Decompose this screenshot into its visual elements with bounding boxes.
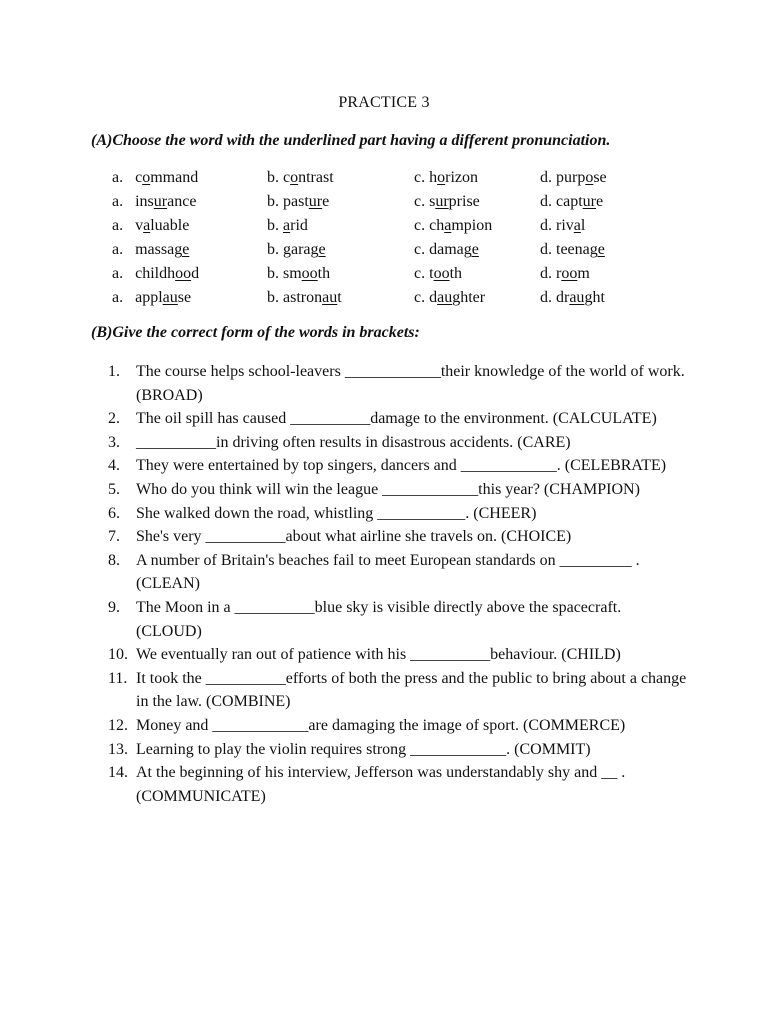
pronunciation-option bbox=[112, 192, 196, 212]
underlined-part: oo bbox=[433, 265, 450, 282]
exercise-text: The Moon in a __________blue sky is visible directly above the spacecraft. (CLOUD) bbox=[136, 598, 622, 640]
underlined-part: o bbox=[437, 169, 446, 186]
exercise-item bbox=[108, 596, 688, 643]
option-letter: d. bbox=[540, 169, 552, 186]
word-part: riv bbox=[556, 217, 574, 234]
underlined-part: ur bbox=[582, 193, 596, 210]
word-part: ch bbox=[429, 217, 445, 234]
pronunciation-option bbox=[112, 264, 199, 284]
exercise-item bbox=[108, 667, 688, 714]
word-part: s bbox=[429, 193, 436, 210]
word-part: r bbox=[556, 265, 562, 282]
pronunciation-row bbox=[112, 240, 672, 264]
pronunciation-option bbox=[414, 264, 462, 284]
pronunciation-option bbox=[267, 168, 334, 188]
option-letter: c. bbox=[414, 193, 426, 210]
pronunciation-option bbox=[540, 192, 603, 212]
pronunciation-option bbox=[414, 192, 480, 212]
exercise-text: __________in driving often results in disastrous accidents. (CARE) bbox=[136, 433, 571, 451]
exercise-item bbox=[108, 502, 688, 526]
word-part: l bbox=[580, 217, 586, 234]
word-part: purp bbox=[556, 169, 586, 186]
exercise-item bbox=[108, 738, 688, 762]
exercise-text: It took the __________efforts of both the press and the public to bring about a change in the law. (COMBINE) bbox=[136, 669, 687, 711]
underlined-part: au bbox=[322, 289, 338, 306]
exercise-item bbox=[108, 407, 688, 431]
word-part: dr bbox=[556, 289, 570, 306]
underlined-part: ge bbox=[310, 241, 326, 258]
option-letter: a. bbox=[112, 289, 124, 306]
pronunciation-option bbox=[112, 168, 198, 188]
word-part: th bbox=[317, 265, 331, 282]
word-part: th bbox=[449, 265, 463, 282]
exercise-text: Learning to play the violin requires strong ____________. (COMMIT) bbox=[136, 740, 591, 758]
exercise-item bbox=[108, 478, 688, 502]
exercise-item bbox=[108, 549, 688, 596]
word-part: d bbox=[429, 289, 438, 306]
word-part: c bbox=[135, 169, 143, 186]
pronunciation-option bbox=[414, 288, 485, 308]
pronunciation-option bbox=[414, 240, 479, 260]
option-letter: b. bbox=[267, 217, 279, 234]
word-part: se bbox=[177, 289, 192, 306]
option-letter: d. bbox=[540, 241, 552, 258]
underlined-part: ge bbox=[463, 241, 479, 258]
underlined-part: a bbox=[143, 217, 151, 234]
underlined-part: o bbox=[142, 169, 151, 186]
pronunciation-row bbox=[112, 216, 672, 240]
word-part: se bbox=[593, 169, 607, 186]
option-letter: b. bbox=[267, 169, 279, 186]
option-letter: a. bbox=[112, 217, 124, 234]
exercise-number: 10. bbox=[108, 646, 128, 664]
word-part: past bbox=[283, 193, 309, 210]
exercise-number: 6. bbox=[108, 504, 120, 522]
word-part: rid bbox=[290, 217, 308, 234]
word-part: massa bbox=[135, 241, 175, 258]
exercise-number: 8. bbox=[108, 551, 120, 569]
option-letter: c. bbox=[414, 169, 426, 186]
underlined-part: au bbox=[569, 289, 585, 306]
section-b-heading: (B)Give the correct form of the words in brackets: bbox=[91, 324, 420, 341]
pronunciation-row bbox=[112, 192, 672, 216]
exercise-text: The oil spill has caused __________damage to the environment. (CALCULATE) bbox=[136, 410, 657, 428]
word-part: t bbox=[429, 265, 434, 282]
word-part: ins bbox=[135, 193, 154, 210]
option-letter: b. bbox=[267, 289, 279, 306]
exercise-item bbox=[108, 454, 688, 478]
pronunciation-option bbox=[112, 216, 189, 236]
word-part: ance bbox=[167, 193, 197, 210]
exercise-item bbox=[108, 525, 688, 549]
pronunciation-option bbox=[267, 264, 330, 284]
underlined-part: oo bbox=[301, 265, 318, 282]
underlined-part: ur bbox=[153, 193, 168, 210]
option-letter: b. bbox=[267, 265, 279, 282]
word-form-exercise-list bbox=[108, 360, 688, 808]
exercise-text: She's very __________about what airline she travels on. (CHOICE) bbox=[136, 528, 572, 546]
exercise-number: 11. bbox=[108, 669, 128, 687]
word-part: d bbox=[191, 265, 200, 282]
option-letter: a. bbox=[112, 265, 124, 282]
option-letter: d. bbox=[540, 265, 552, 282]
word-part: gara bbox=[283, 241, 311, 258]
option-letter: d. bbox=[540, 289, 552, 306]
underlined-part: a bbox=[573, 217, 581, 234]
option-letter: b. bbox=[267, 193, 279, 210]
pronunciation-option bbox=[112, 240, 189, 260]
pronunciation-option bbox=[414, 168, 478, 188]
word-part: rizon bbox=[445, 169, 478, 186]
pronunciation-option bbox=[267, 240, 326, 260]
exercise-item bbox=[108, 360, 688, 407]
underlined-part: o bbox=[585, 169, 594, 186]
exercise-text: Who do you think will win the league ____________this year? (CHAMPION) bbox=[136, 480, 640, 498]
word-part: e bbox=[595, 193, 604, 210]
pronunciation-row bbox=[112, 264, 672, 288]
exercise-number: 9. bbox=[108, 598, 120, 616]
option-letter: b. bbox=[267, 241, 279, 258]
option-letter: a. bbox=[112, 241, 124, 258]
underlined-part: ur bbox=[435, 193, 449, 210]
exercise-text: A number of Britain's beaches fail to meet European standards on _________ . (CLEAN) bbox=[136, 551, 640, 593]
exercise-number: 14. bbox=[108, 764, 128, 782]
underlined-part: a bbox=[283, 217, 291, 234]
pronunciation-option bbox=[267, 216, 308, 236]
word-part: sm bbox=[283, 265, 302, 282]
pronunciation-option bbox=[540, 216, 585, 236]
underlined-part: ge bbox=[174, 241, 190, 258]
word-part: mmand bbox=[150, 169, 199, 186]
underlined-part: ge bbox=[589, 241, 605, 258]
word-part: ntrast bbox=[298, 169, 334, 186]
pronunciation-options-table bbox=[112, 168, 672, 312]
pronunciation-row bbox=[112, 288, 672, 312]
exercise-number: 3. bbox=[108, 433, 120, 451]
exercise-text: She walked down the road, whistling ___________. (CHEER) bbox=[136, 504, 537, 522]
option-letter: a. bbox=[112, 193, 124, 210]
exercise-number: 4. bbox=[108, 457, 120, 475]
option-letter: d. bbox=[540, 217, 552, 234]
underlined-part: ur bbox=[308, 193, 323, 210]
pronunciation-option bbox=[540, 240, 605, 260]
pronunciation-option bbox=[267, 192, 329, 212]
option-letter: c. bbox=[414, 265, 426, 282]
pronunciation-option bbox=[267, 288, 342, 308]
word-part: ght bbox=[584, 289, 605, 306]
underlined-part: o bbox=[290, 169, 299, 186]
exercise-text: Money and ____________are damaging the image of sport. (COMMERCE) bbox=[136, 716, 626, 734]
exercise-number: 5. bbox=[108, 480, 120, 498]
word-part: childh bbox=[135, 265, 176, 282]
exercise-text: We eventually ran out of patience with his __________behaviour. (CHILD) bbox=[136, 646, 621, 664]
word-part: v bbox=[135, 217, 144, 234]
pronunciation-option bbox=[540, 168, 607, 188]
word-part: luable bbox=[150, 217, 190, 234]
exercise-item bbox=[108, 714, 688, 738]
option-letter: c. bbox=[414, 217, 426, 234]
exercise-item bbox=[108, 761, 688, 808]
pronunciation-option bbox=[540, 264, 590, 284]
word-part: ghter bbox=[452, 289, 486, 306]
option-letter: c. bbox=[414, 289, 426, 306]
underlined-part: au bbox=[437, 289, 453, 306]
exercise-number: 12. bbox=[108, 716, 128, 734]
word-part: dama bbox=[429, 241, 464, 258]
option-letter: c. bbox=[414, 241, 426, 258]
exercise-item bbox=[108, 431, 688, 455]
word-part: prise bbox=[448, 193, 480, 210]
underlined-part: oo bbox=[561, 265, 578, 282]
underlined-part: au bbox=[162, 289, 178, 306]
exercise-number: 1. bbox=[108, 363, 120, 380]
word-part: astron bbox=[283, 289, 323, 306]
pronunciation-option bbox=[540, 288, 605, 308]
word-part: h bbox=[429, 169, 438, 186]
word-part: m bbox=[577, 265, 590, 282]
pronunciation-option bbox=[414, 216, 492, 236]
word-part: teena bbox=[556, 241, 590, 258]
section-a-heading: (A)Choose the word with the underlined part having a different pronunciation. bbox=[91, 132, 611, 149]
word-part: t bbox=[337, 289, 342, 306]
underlined-part: a bbox=[444, 217, 452, 234]
exercise-text: They were entertained by top singers, dancers and ____________. (CELEBRATE) bbox=[136, 457, 667, 475]
word-part: appl bbox=[135, 289, 163, 306]
option-letter: d. bbox=[540, 193, 552, 210]
exercise-text: At the beginning of his interview, Jefferson was understandably shy and __ . (COMMUNICATE) bbox=[136, 764, 626, 805]
word-part: capt bbox=[556, 193, 583, 210]
word-part: e bbox=[322, 193, 330, 210]
word-part: mpion bbox=[451, 217, 493, 234]
option-letter: a. bbox=[112, 169, 124, 186]
exercise-number: 13. bbox=[108, 740, 128, 758]
page-title: PRACTICE 3 bbox=[338, 94, 430, 111]
pronunciation-option bbox=[112, 288, 191, 308]
exercise-number: 7. bbox=[108, 528, 120, 546]
exercise-text: The course helps school-leavers ____________their knowledge of the world of work. (BROAD) bbox=[136, 363, 685, 404]
exercise-number: 2. bbox=[108, 410, 120, 428]
underlined-part: oo bbox=[175, 265, 192, 282]
exercise-item bbox=[108, 643, 688, 667]
word-part: c bbox=[283, 169, 291, 186]
pronunciation-row bbox=[112, 168, 672, 192]
